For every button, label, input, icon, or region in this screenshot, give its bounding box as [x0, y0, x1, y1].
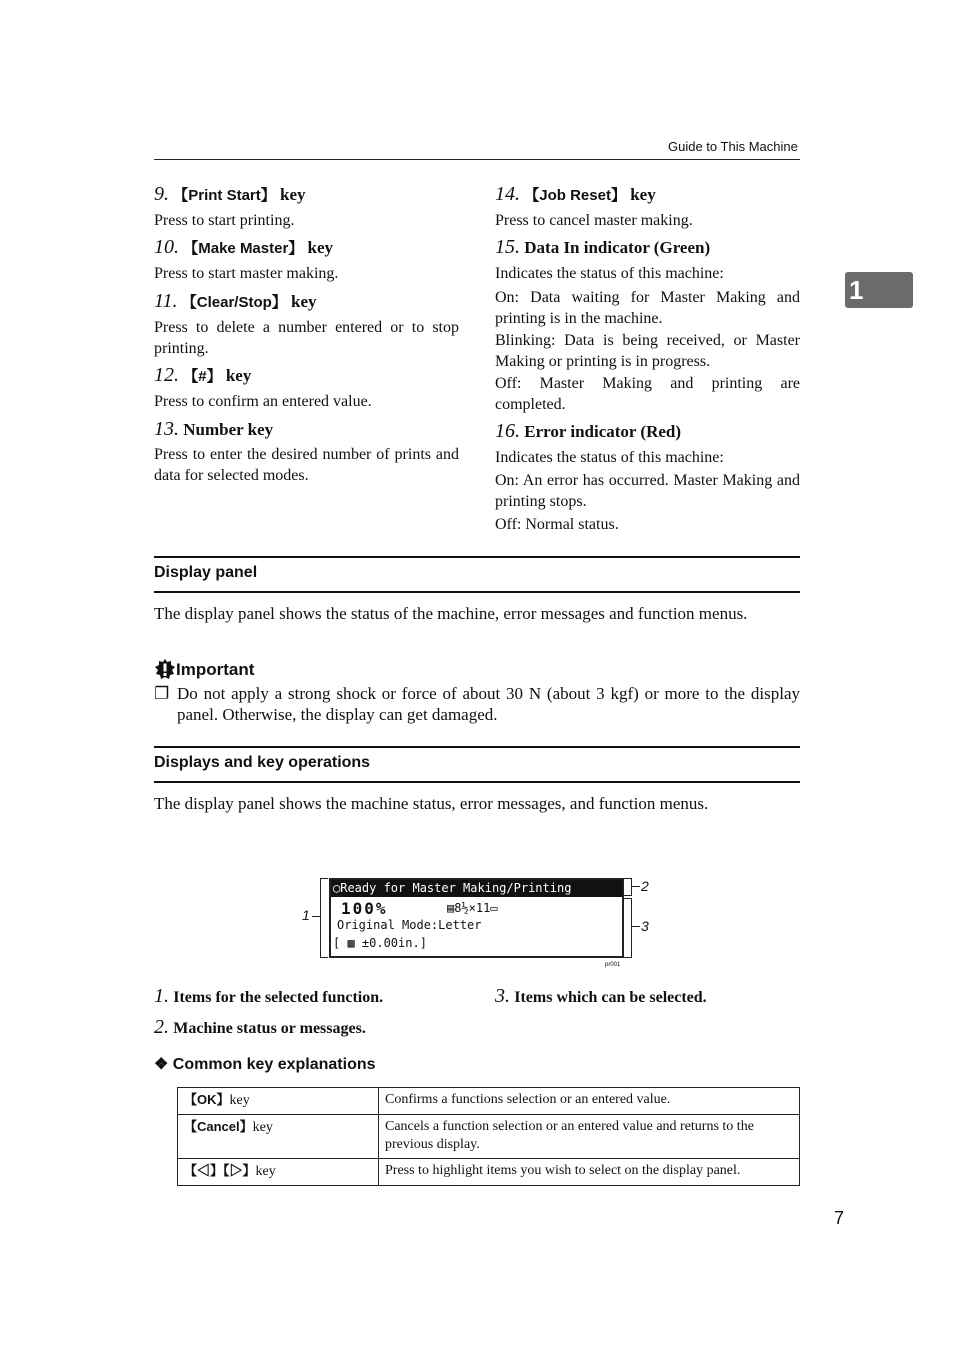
- diamond-bullet-icon: ❖: [154, 1056, 169, 1073]
- lcd-ratio: 100%: [341, 899, 388, 918]
- callout-bracket-1: [320, 878, 328, 958]
- legend-item-3: 3. Items which can be selected.: [495, 985, 707, 1007]
- item-16-line: Off: Normal status.: [495, 516, 619, 533]
- key-cell: 【◁】【▷】key: [178, 1159, 379, 1186]
- important-note-text: Do not apply a strong shock or force of about 30 N (about 3 kgf) or more to the display panel. Otherwise, the display can get damaged.: [177, 684, 800, 724]
- header-rule: [154, 159, 800, 160]
- item-14-desc: Press to cancel master making.: [495, 212, 693, 229]
- item-15-line: Blinking: Data is being received, or Master Making or printing is in progress.: [495, 332, 800, 370]
- key-cell: 【OK】key: [178, 1088, 379, 1115]
- item-15-line: Indicates the status of this machine:: [495, 265, 724, 282]
- item-13-heading: 13. Number key: [154, 418, 274, 440]
- lcd-display: [329, 878, 624, 958]
- item-14-heading: 14. 【Job Reset】 key: [495, 183, 656, 205]
- item-9-desc: Press to start printing.: [154, 212, 295, 229]
- item-12-heading: 12. 【#】 key: [154, 364, 252, 386]
- lcd-original-mode: Original Mode:Letter: [337, 918, 482, 932]
- item-12-desc: Press to confirm an entered value.: [154, 393, 372, 410]
- callout-bracket-2: [624, 878, 632, 896]
- item-11-desc: Press to delete a number entered or to stop printing.: [154, 319, 459, 357]
- lcd-adjust-line: [ ▩ ±0.00in.]: [333, 936, 427, 950]
- item-11-heading: 11. 【Clear/Stop】 key: [154, 290, 317, 312]
- desc-cell: Cancels a function selection or an entered value and returns to the previous display.: [379, 1115, 800, 1159]
- important-icon: [154, 658, 176, 680]
- table-row: [178, 1159, 800, 1186]
- chapter-tab: 1: [845, 272, 913, 308]
- callout-tick-3: [631, 926, 640, 927]
- item-16-line: Indicates the status of this machine:: [495, 449, 724, 466]
- lcd-paper-size: ▤8½×11▭: [447, 901, 498, 915]
- item-15-line: Off: Master Making and printing are completed.: [495, 375, 800, 413]
- section-heading-display-panel: Display panel: [154, 556, 800, 593]
- item-16-heading: 16. Error indicator (Red): [495, 420, 682, 442]
- common-keys-heading: ❖ Common key explanations: [154, 1056, 376, 1073]
- checkbox-bullet-icon: ❐: [154, 684, 170, 703]
- legend-item-2: 2. Machine status or messages.: [154, 1016, 366, 1038]
- item-9-heading: 9. 【Print Start】 key: [154, 183, 306, 205]
- callout-tick-2: [631, 886, 640, 887]
- table-row: [178, 1115, 800, 1159]
- item-16-line: On: An error has occurred. Master Making and printing stops.: [495, 472, 800, 510]
- desc-cell: Confirms a functions selection or an entered value.: [379, 1088, 800, 1115]
- item-10-desc: Press to start master making.: [154, 265, 339, 282]
- item-15-line: On: Data waiting for Master Making and printing is in the machine.: [495, 289, 800, 327]
- item-15-heading: 15. Data In indicator (Green): [495, 236, 711, 258]
- running-title: Guide to This Machine: [668, 139, 798, 154]
- lcd-status-line: ◯Ready for Master Making/Printing: [331, 880, 622, 897]
- legend-item-1: 1. Items for the selected function.: [154, 985, 384, 1007]
- displays-ops-text: The display panel shows the machine status, error messages, and function menus.: [154, 794, 709, 813]
- page-number: 7: [834, 1208, 845, 1228]
- figure-code: pr001: [605, 962, 621, 968]
- important-label: Important: [176, 660, 255, 679]
- desc-cell: Press to highlight items you wish to select on the display panel.: [379, 1159, 800, 1186]
- common-keys-table: [177, 1087, 800, 1186]
- item-10-heading: 10. 【Make Master】 key: [154, 236, 334, 258]
- display-panel-text: The display panel shows the status of the machine, error messages and function menus.: [154, 604, 748, 623]
- callout-label-2: 2: [641, 878, 649, 894]
- table-row: [178, 1088, 800, 1115]
- callout-label-1: 1: [302, 907, 310, 923]
- callout-label-3: 3: [641, 918, 649, 934]
- item-13-desc: Press to enter the desired number of prints and data for selected modes.: [154, 446, 459, 484]
- key-cell: 【Cancel】key: [178, 1115, 379, 1159]
- section-heading-displays-key-ops: Displays and key operations: [154, 746, 800, 783]
- callout-tick-1: [312, 916, 320, 917]
- important-note-heading: [154, 658, 254, 680]
